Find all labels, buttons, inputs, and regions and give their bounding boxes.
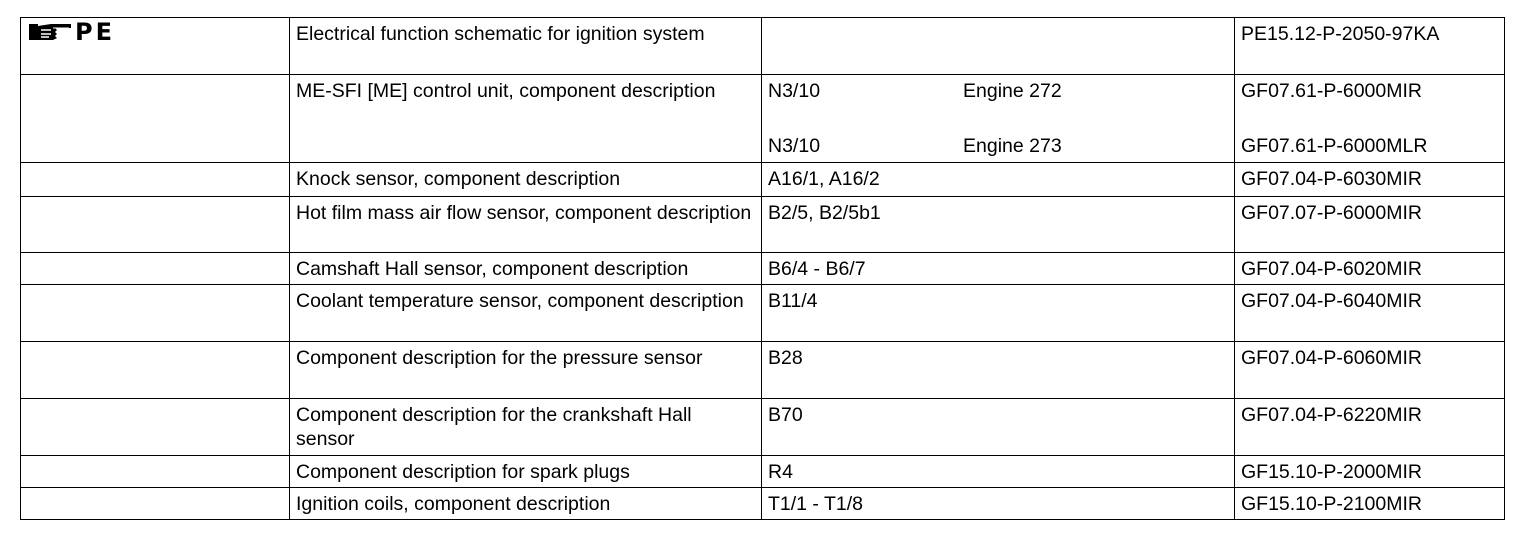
component-code: B28 — [762, 342, 1235, 399]
component-code: A16/1, A16/2 — [762, 163, 1235, 197]
table-row — [21, 456, 1505, 488]
component-code: T1/1 - T1/8 — [762, 488, 1235, 520]
table-row — [21, 163, 1505, 197]
document-ref: GF15.10-P-2000MIR — [1235, 456, 1505, 488]
table-row — [21, 75, 1505, 163]
pe-label: PE — [75, 18, 115, 46]
description-cell: Component description for spark plugs — [290, 456, 762, 488]
document-ref: GF07.61-P-6000MLR — [1241, 135, 1428, 157]
empty-cell — [21, 197, 290, 253]
document-ref: GF07.04-P-6220MIR — [1235, 399, 1505, 456]
empty-cell — [21, 253, 290, 285]
document-ref: GF07.04-P-6020MIR — [1235, 253, 1505, 285]
document-ref: GF07.04-P-6040MIR — [1235, 285, 1505, 342]
component-code: N3/10 — [768, 80, 821, 102]
document-ref: GF15.10-P-2100MIR — [1235, 488, 1505, 520]
document-ref: PE15.12-P-2050-97KA — [1235, 18, 1505, 75]
empty-cell — [21, 75, 290, 163]
pe-cell — [21, 18, 290, 75]
table-row — [21, 197, 1505, 253]
table-row — [21, 18, 1505, 75]
table-row — [21, 253, 1505, 285]
table-row — [21, 488, 1505, 520]
description-cell: Electrical function schematic for ignition system — [290, 18, 762, 75]
empty-cell — [21, 285, 290, 342]
description-cell: Component description for the crankshaft Hall sensor — [290, 399, 762, 456]
reference-table — [20, 17, 1505, 520]
document-ref: GF07.07-P-6000MIR — [1235, 197, 1505, 253]
pointing-hand-icon — [27, 20, 73, 44]
table-row — [21, 285, 1505, 342]
table-row — [21, 342, 1505, 399]
description-cell: Ignition coils, component description — [290, 488, 762, 520]
description-cell: ME-SFI [ME] control unit, component description — [290, 75, 762, 163]
code-cell — [762, 18, 1235, 75]
empty-cell — [21, 456, 290, 488]
document-ref-cell — [1235, 75, 1505, 163]
engine-note: Engine 273 — [963, 135, 1062, 157]
description-cell: Camshaft Hall sensor, component description — [290, 253, 762, 285]
description-cell: Coolant temperature sensor, component description — [290, 285, 762, 342]
table-row — [21, 399, 1505, 456]
component-code: N3/10 — [768, 135, 821, 157]
description-cell: Hot film mass air flow sensor, component description — [290, 197, 762, 253]
description-cell: Component description for the pressure sensor — [290, 342, 762, 399]
component-code: B6/4 - B6/7 — [762, 253, 1235, 285]
code-cell — [762, 75, 1235, 163]
document-ref: GF07.04-P-6030MIR — [1235, 163, 1505, 197]
empty-cell — [21, 163, 290, 197]
component-code: B2/5, B2/5b1 — [762, 197, 1235, 253]
empty-cell — [21, 342, 290, 399]
component-code: B11/4 — [762, 285, 1235, 342]
description-cell: Knock sensor, component description — [290, 163, 762, 197]
component-code: R4 — [762, 456, 1235, 488]
document-ref: GF07.04-P-6060MIR — [1235, 342, 1505, 399]
document-ref: GF07.61-P-6000MIR — [1241, 80, 1422, 102]
engine-note: Engine 272 — [963, 80, 1062, 102]
component-code: B70 — [762, 399, 1235, 456]
empty-cell — [21, 399, 290, 456]
empty-cell — [21, 488, 290, 520]
